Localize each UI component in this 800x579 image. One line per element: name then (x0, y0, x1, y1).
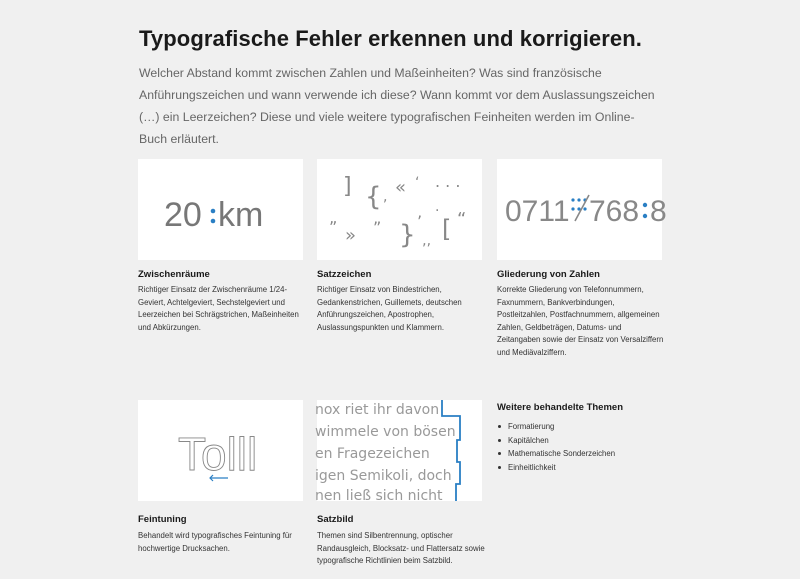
card-desc-zwischenraeume: Richtiger Einsatz der Zwischenräume 1/24-Geviert, Achtelgeviert, Sechstelgeviert und Leerzeichen bei Schrägstrichen, Maßeinheiten und Abkürzungen. (138, 285, 299, 332)
kerning-sample-text: Tolll (178, 428, 258, 480)
satzbild-line-4: igen Semikoli, doch (315, 468, 452, 484)
thumb-gliederung[interactable] (497, 159, 667, 260)
card-desc-gliederung: Korrekte Gliederung von Telefonnummern, Faxnummern, Bankverbindungen, Postleitzahlen, Postfachnummern, allgemeinen Zahlen, Geldbeträgen, Datums- und Zeitangaben sowie der Einsatz von Versalziffern und Mediävalziffern. (497, 285, 664, 357)
page-title: Typografische Fehler erkennen und korrigieren. (139, 26, 642, 51)
card-title-zwischenraeume[interactable]: Zwischenräume (138, 269, 210, 280)
svg-text:«: « (395, 177, 407, 198)
list-item: Mathematische Sonderzeichen (497, 447, 615, 461)
themes-title: Weitere behandelte Themen (497, 402, 623, 413)
list-item: Formatierung (497, 420, 615, 434)
svg-text:»: » (345, 225, 357, 246)
svg-text:’: ’ (417, 212, 423, 231)
card-desc-satzzeichen: Richtiger Einsatz von Bindestrichen, Gedankenstrichen, Guillemets, deutschen Anführungszeichen, Apostrophen, Auslassungspunkten und Klammern. (317, 285, 462, 332)
svg-text:. . .: . . . (435, 172, 461, 191)
svg-text:.: . (435, 199, 440, 215)
thumb-satzbild[interactable] (315, 400, 482, 504)
svg-text:}: } (399, 220, 416, 250)
card-title-satzbild[interactable]: Satzbild (317, 514, 354, 525)
svg-text:{: { (365, 182, 382, 212)
list-item: Kapitälchen (497, 434, 615, 448)
svg-text:]: ] (343, 174, 352, 199)
card-title-satzzeichen[interactable]: Satzzeichen (317, 269, 372, 280)
spacing-sample-number: 20 (164, 196, 202, 234)
intro-text: Welcher Abstand kommt zwischen Zahlen und Maßeinheiten? Was sind französische Anführungszeichen und wann verwende ich diese? Wann kommt vor dem Auslassungszeichen (…) ein Leerzeichen? Diese und viele weitere typografischen Feinheiten werden im Online-Buch erläutert. (139, 66, 655, 146)
satzbild-line-2: wimmele von bösen (315, 424, 456, 440)
number-grouping-illustration (497, 159, 667, 260)
spacing-sample-unit: km (218, 196, 264, 234)
card-title-feintuning[interactable]: Feintuning (138, 514, 187, 525)
thumb-feintuning[interactable] (138, 400, 303, 501)
svg-text:„: „ (329, 208, 338, 227)
satzbild-line-5: nen ließ sich nicht (315, 488, 443, 504)
satzbild-line-1: nox riet ihr davon (315, 402, 440, 418)
svg-text:,: , (383, 189, 388, 205)
typesetting-illustration (315, 400, 482, 504)
satzbild-line-3: en Fragezeichen (315, 446, 430, 462)
punctuation-sample-illustration (317, 159, 482, 260)
thumb-zwischenraeume[interactable] (138, 159, 303, 260)
svg-text:[: [ (442, 215, 452, 243)
card-desc-feintuning: Behandelt wird typografisches Feintuning für hochwertige Drucksachen. (138, 531, 292, 553)
thumb-satzzeichen[interactable] (317, 159, 482, 260)
spacing-sample-illustration (138, 159, 303, 260)
list-item: Einheitlichkeit (497, 461, 615, 475)
number-sample-b: 768 (589, 195, 640, 228)
number-sample-a: 0711 (505, 195, 570, 228)
svg-text:“: “ (457, 209, 467, 230)
card-desc-satzbild: Themen sind Silbentrennung, optischer Randausgleich, Blocksatz- und Flattersatz sowie typografische Richtlinien beim Satzbild. (317, 531, 485, 566)
card-title-gliederung[interactable]: Gliederung von Zahlen (497, 269, 600, 280)
svg-text:‚‚: ‚‚ (422, 233, 431, 249)
svg-text:‘: ‘ (415, 175, 420, 191)
themes-list (497, 420, 615, 474)
svg-text:”: ” (373, 218, 382, 237)
number-sample-c: 8 (650, 195, 667, 228)
kerning-illustration (138, 400, 303, 501)
